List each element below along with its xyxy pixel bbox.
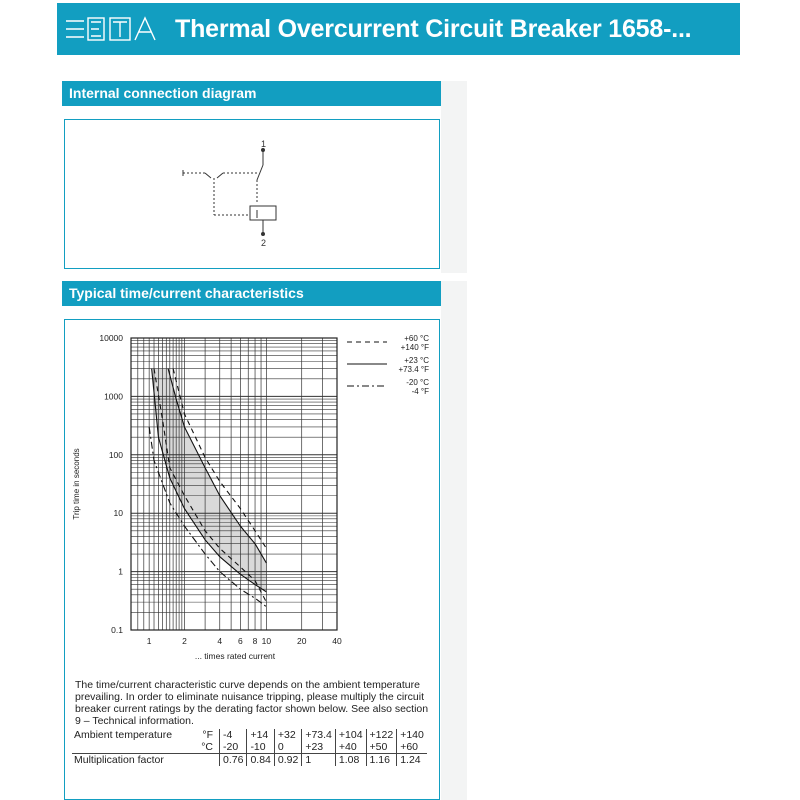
x-tick-label: 20 bbox=[296, 636, 307, 646]
fahrenheit-row bbox=[72, 729, 427, 741]
celsius-row bbox=[72, 741, 427, 754]
unit-f: °F bbox=[202, 729, 213, 741]
temp-c-cell: +40 bbox=[335, 741, 366, 754]
ambient-label: Ambient temperature bbox=[74, 729, 173, 741]
temp-f-cell: +140 bbox=[397, 729, 427, 741]
derating-description: The time/current characteristic curve depends on the ambient temperature prevailing. In order to eliminate nuisance tripping, please multiply the circuit breaker current ratings by the derating factor shown below. See also section 9 – Technical information. bbox=[75, 679, 429, 727]
x-tick-label: 40 bbox=[332, 636, 342, 646]
eta-logo bbox=[63, 14, 161, 44]
x-axis-label: ... times rated current bbox=[194, 651, 276, 661]
temp-c-cell: 0 bbox=[274, 741, 301, 754]
temp-c-cell: +60 bbox=[397, 741, 427, 754]
legend-label: +23 °C bbox=[404, 356, 429, 365]
terminal-1-label: 1 bbox=[261, 139, 267, 149]
temp-c-cell: -20 bbox=[220, 741, 247, 754]
y-tick-label: 0.1 bbox=[111, 625, 123, 635]
legend-label: +73.4 °F bbox=[398, 365, 429, 374]
y-tick-label: 1000 bbox=[104, 391, 123, 402]
panel-shadow bbox=[441, 281, 467, 800]
trip-curve-chart bbox=[65, 320, 439, 680]
derating-table bbox=[72, 729, 427, 766]
temp-f-cell: +32 bbox=[274, 729, 301, 741]
y-tick-label: 10 bbox=[113, 508, 123, 519]
factor-cell: 1.08 bbox=[335, 754, 366, 767]
panel-shadow bbox=[441, 81, 467, 273]
temp-f-cell: +122 bbox=[366, 729, 397, 741]
temp-f-cell: +14 bbox=[247, 729, 274, 741]
legend-label: +140 °F bbox=[400, 343, 429, 352]
factor-cell: 1.16 bbox=[366, 754, 397, 767]
characteristics-section-title: Typical time/current characteristics bbox=[62, 281, 441, 306]
factor-cell: 1 bbox=[302, 754, 336, 767]
page-title: Thermal Overcurrent Circuit Breaker 1658-... bbox=[175, 14, 692, 43]
temp-f-cell: +73.4 bbox=[302, 729, 336, 741]
legend-label: -4 °F bbox=[411, 387, 429, 396]
terminal-2-label: 2 bbox=[261, 238, 267, 248]
factor-cell: 0.92 bbox=[274, 754, 301, 767]
y-tick-label: 1 bbox=[118, 566, 123, 577]
characteristics-panel bbox=[64, 319, 440, 800]
unit-c: °C bbox=[201, 741, 213, 753]
x-tick-label: 4 bbox=[217, 636, 223, 646]
factor-cell: 0.84 bbox=[247, 754, 274, 767]
connection-section-title: Internal connection diagram bbox=[62, 81, 441, 106]
y-tick-label: 100 bbox=[108, 449, 123, 460]
x-tick-label: 8 bbox=[252, 636, 258, 646]
multiplication-label: Multiplication factor bbox=[72, 754, 182, 767]
legend-label: -20 °C bbox=[406, 378, 429, 387]
connection-diagram bbox=[65, 120, 439, 268]
connection-diagram-panel bbox=[64, 119, 440, 269]
temp-f-cell: +104 bbox=[335, 729, 366, 741]
y-axis-label: Trip time in seconds bbox=[72, 448, 81, 520]
x-tick-label: 1 bbox=[146, 636, 152, 646]
factor-cell: 1.24 bbox=[397, 754, 427, 767]
multiplication-row bbox=[72, 754, 427, 767]
temp-c-cell: +50 bbox=[366, 741, 397, 754]
x-tick-label: 6 bbox=[238, 636, 243, 646]
temp-c-cell: -10 bbox=[247, 741, 274, 754]
temp-c-cell: +23 bbox=[302, 741, 336, 754]
temp-f-cell: -4 bbox=[220, 729, 247, 741]
factor-cell: 0.76 bbox=[220, 754, 247, 767]
x-tick-label: 10 bbox=[261, 636, 272, 646]
y-tick-label: 10000 bbox=[99, 333, 123, 343]
legend-label: +60 °C bbox=[404, 334, 429, 343]
x-tick-label: 2 bbox=[182, 636, 187, 646]
header-banner bbox=[57, 3, 740, 55]
